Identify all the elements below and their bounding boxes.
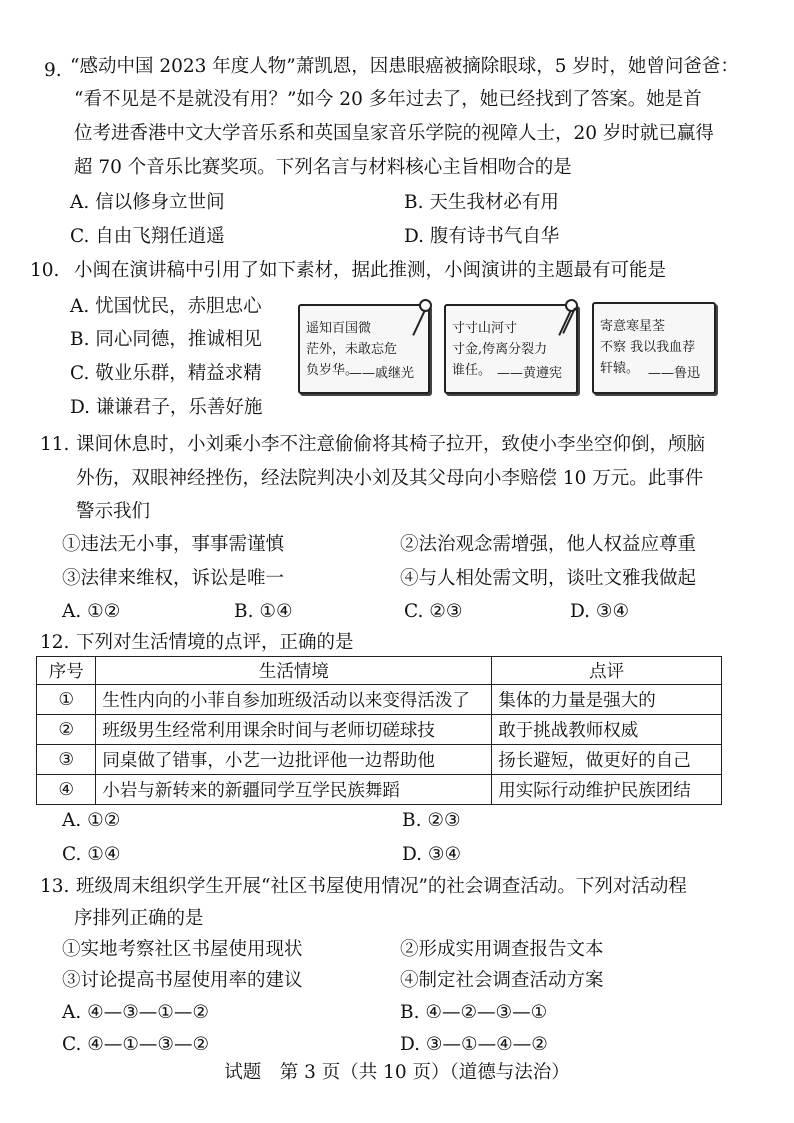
option-b: B. ②③ — [402, 810, 461, 831]
quote-text: 寸寸山河寸 寸金,侉离分裂力 谁任。 — [452, 321, 548, 378]
statement-item: ②形成实用调查报告文本 — [400, 939, 604, 960]
option-d: D. 腹有诗书气自华 — [404, 226, 560, 247]
question-text-line: 超 70 个音乐比赛奖项。下列名言与材料核心主旨相吻合的是 — [74, 157, 572, 178]
row-number: ③ — [37, 745, 96, 775]
option-b: B. ①④ — [234, 601, 293, 622]
option-b: B. ④—②—③—① — [400, 1002, 548, 1023]
option-d: D. ③—①—④—② — [400, 1034, 548, 1055]
column-header: 序号 — [37, 657, 96, 685]
column-header: 生活情境 — [96, 657, 492, 685]
column-header: 点评 — [492, 657, 722, 685]
statement-item: ①违法无小事，事事需谨慎 — [62, 534, 285, 555]
quote-author: ——戚继光 — [348, 366, 414, 381]
comment-cell: 扬长避短，做更好的自己 — [492, 745, 722, 775]
statement-item: ①实地考察社区书屋使用现状 — [62, 939, 303, 960]
table-row — [37, 715, 722, 745]
option-a: A. 忧国忧民，赤胆忠心 — [70, 296, 262, 317]
option-c: C. 自由飞翔任逍遥 — [70, 226, 225, 247]
comment-cell: 用实际行动维护民族团结 — [492, 775, 722, 805]
quote-text: 遥知百国微 茫外，未敢忘危 负岁华。 — [306, 321, 398, 378]
question-text-line: 课间休息时，小刘乘小李不注意偷偷将其椅子拉开，致使小李坐空仰倒，颅脑 — [76, 434, 706, 455]
option-c: C. ①④ — [62, 844, 121, 865]
page-footer: 试题 第 3 页（共 10 页）（道德与法治） — [224, 1062, 570, 1083]
statement-item: ④制定社会调查活动方案 — [400, 970, 604, 991]
question-number: 10. — [30, 260, 60, 281]
statement-item: ③法律来维权，诉讼是唯一 — [62, 568, 285, 589]
situation-cell: 班级男生经常利用课余时间与老师切磋球技 — [96, 715, 492, 745]
situation-table — [36, 656, 722, 805]
option-a: A. ④—③—①—② — [62, 1002, 209, 1023]
row-number: ④ — [37, 775, 96, 805]
option-a: A. ①② — [62, 601, 121, 622]
option-d: D. 谦谦君子，乐善好施 — [70, 397, 263, 418]
option-c: C. 敬业乐群，精益求精 — [70, 363, 262, 384]
quote-author: ——黄遵宪 — [496, 366, 562, 381]
option-c: C. ②③ — [404, 601, 463, 622]
question-text-line: 小闽在演讲稿中引用了如下素材，据此推测，小闽演讲的主题最有可能是 — [74, 260, 667, 281]
table-row — [37, 685, 722, 715]
option-c: C. ④—①—③—② — [62, 1034, 210, 1055]
option-a: A. 信以修身立世间 — [70, 192, 225, 213]
situation-cell: 生性内向的小菲自参加班级活动以来变得活泼了 — [96, 685, 492, 715]
question-text-line: 序排列正确的是 — [74, 908, 204, 929]
table-header-row — [37, 657, 722, 685]
question-number: 11. — [40, 434, 70, 455]
option-a: A. ①② — [62, 810, 121, 831]
quote-author: ——鲁迅 — [647, 366, 700, 381]
question-text-line: 下列对生活情境的点评，正确的是 — [76, 632, 354, 653]
question-text-line: 班级周末组织学生开展“社区书屋使用情况”的社会调查活动。下列对活动程 — [76, 876, 687, 897]
situation-cell: 小岩与新转来的新疆同学互学民族舞蹈 — [96, 775, 492, 805]
question-text-line: “看不见是不是就没有用？”如今 20 多年过去了，她已经找到了答案。她是首 — [74, 89, 702, 110]
statement-item: ②法治观念需增强，他人权益应尊重 — [400, 534, 697, 555]
question-text-line: 警示我们 — [76, 501, 151, 522]
statement-item: ④与人相处需文明，谈吐文雅我做起 — [400, 568, 697, 589]
quote-card — [298, 304, 430, 394]
row-number: ① — [37, 685, 96, 715]
situation-cell: 同桌做了错事，小艺一边批评他一边帮助他 — [96, 745, 492, 775]
table-row — [37, 745, 722, 775]
question-number: 13. — [40, 876, 70, 897]
option-b: B. 天生我材必有用 — [404, 192, 559, 213]
option-b: B. 同心同德，推诚相见 — [70, 329, 262, 350]
option-d: D. ③④ — [402, 844, 462, 865]
option-d: D. ③④ — [570, 601, 630, 622]
quote-card — [592, 302, 716, 394]
question-number: 12. — [40, 632, 70, 653]
comment-cell: 集体的力量是强大的 — [492, 685, 722, 715]
quote-text: 寄意寒星荃 不察 我以我血荐 轩辕。 — [600, 319, 696, 376]
row-number: ② — [37, 715, 96, 745]
question-text-line: 位考进香港中文大学音乐系和英国皇家音乐学院的视障人士，20 岁时就已赢得 — [74, 123, 714, 144]
question-number: 9. — [44, 60, 62, 81]
question-text-line: “感动中国 2023 年度人物”萧凯恩，因患眼癌被摘除眼球，5 岁时，她曾问爸爸： — [70, 56, 739, 77]
quote-card — [444, 304, 578, 394]
statement-item: ③讨论提高书屋使用率的建议 — [62, 970, 303, 991]
comment-cell: 敢于挑战教师权威 — [492, 715, 722, 745]
question-text-line: 外伤，双眼神经挫伤，经法院判决小刘及其父母向小李赔偿 10 万元。此事件 — [76, 468, 704, 489]
table-row — [37, 775, 722, 805]
